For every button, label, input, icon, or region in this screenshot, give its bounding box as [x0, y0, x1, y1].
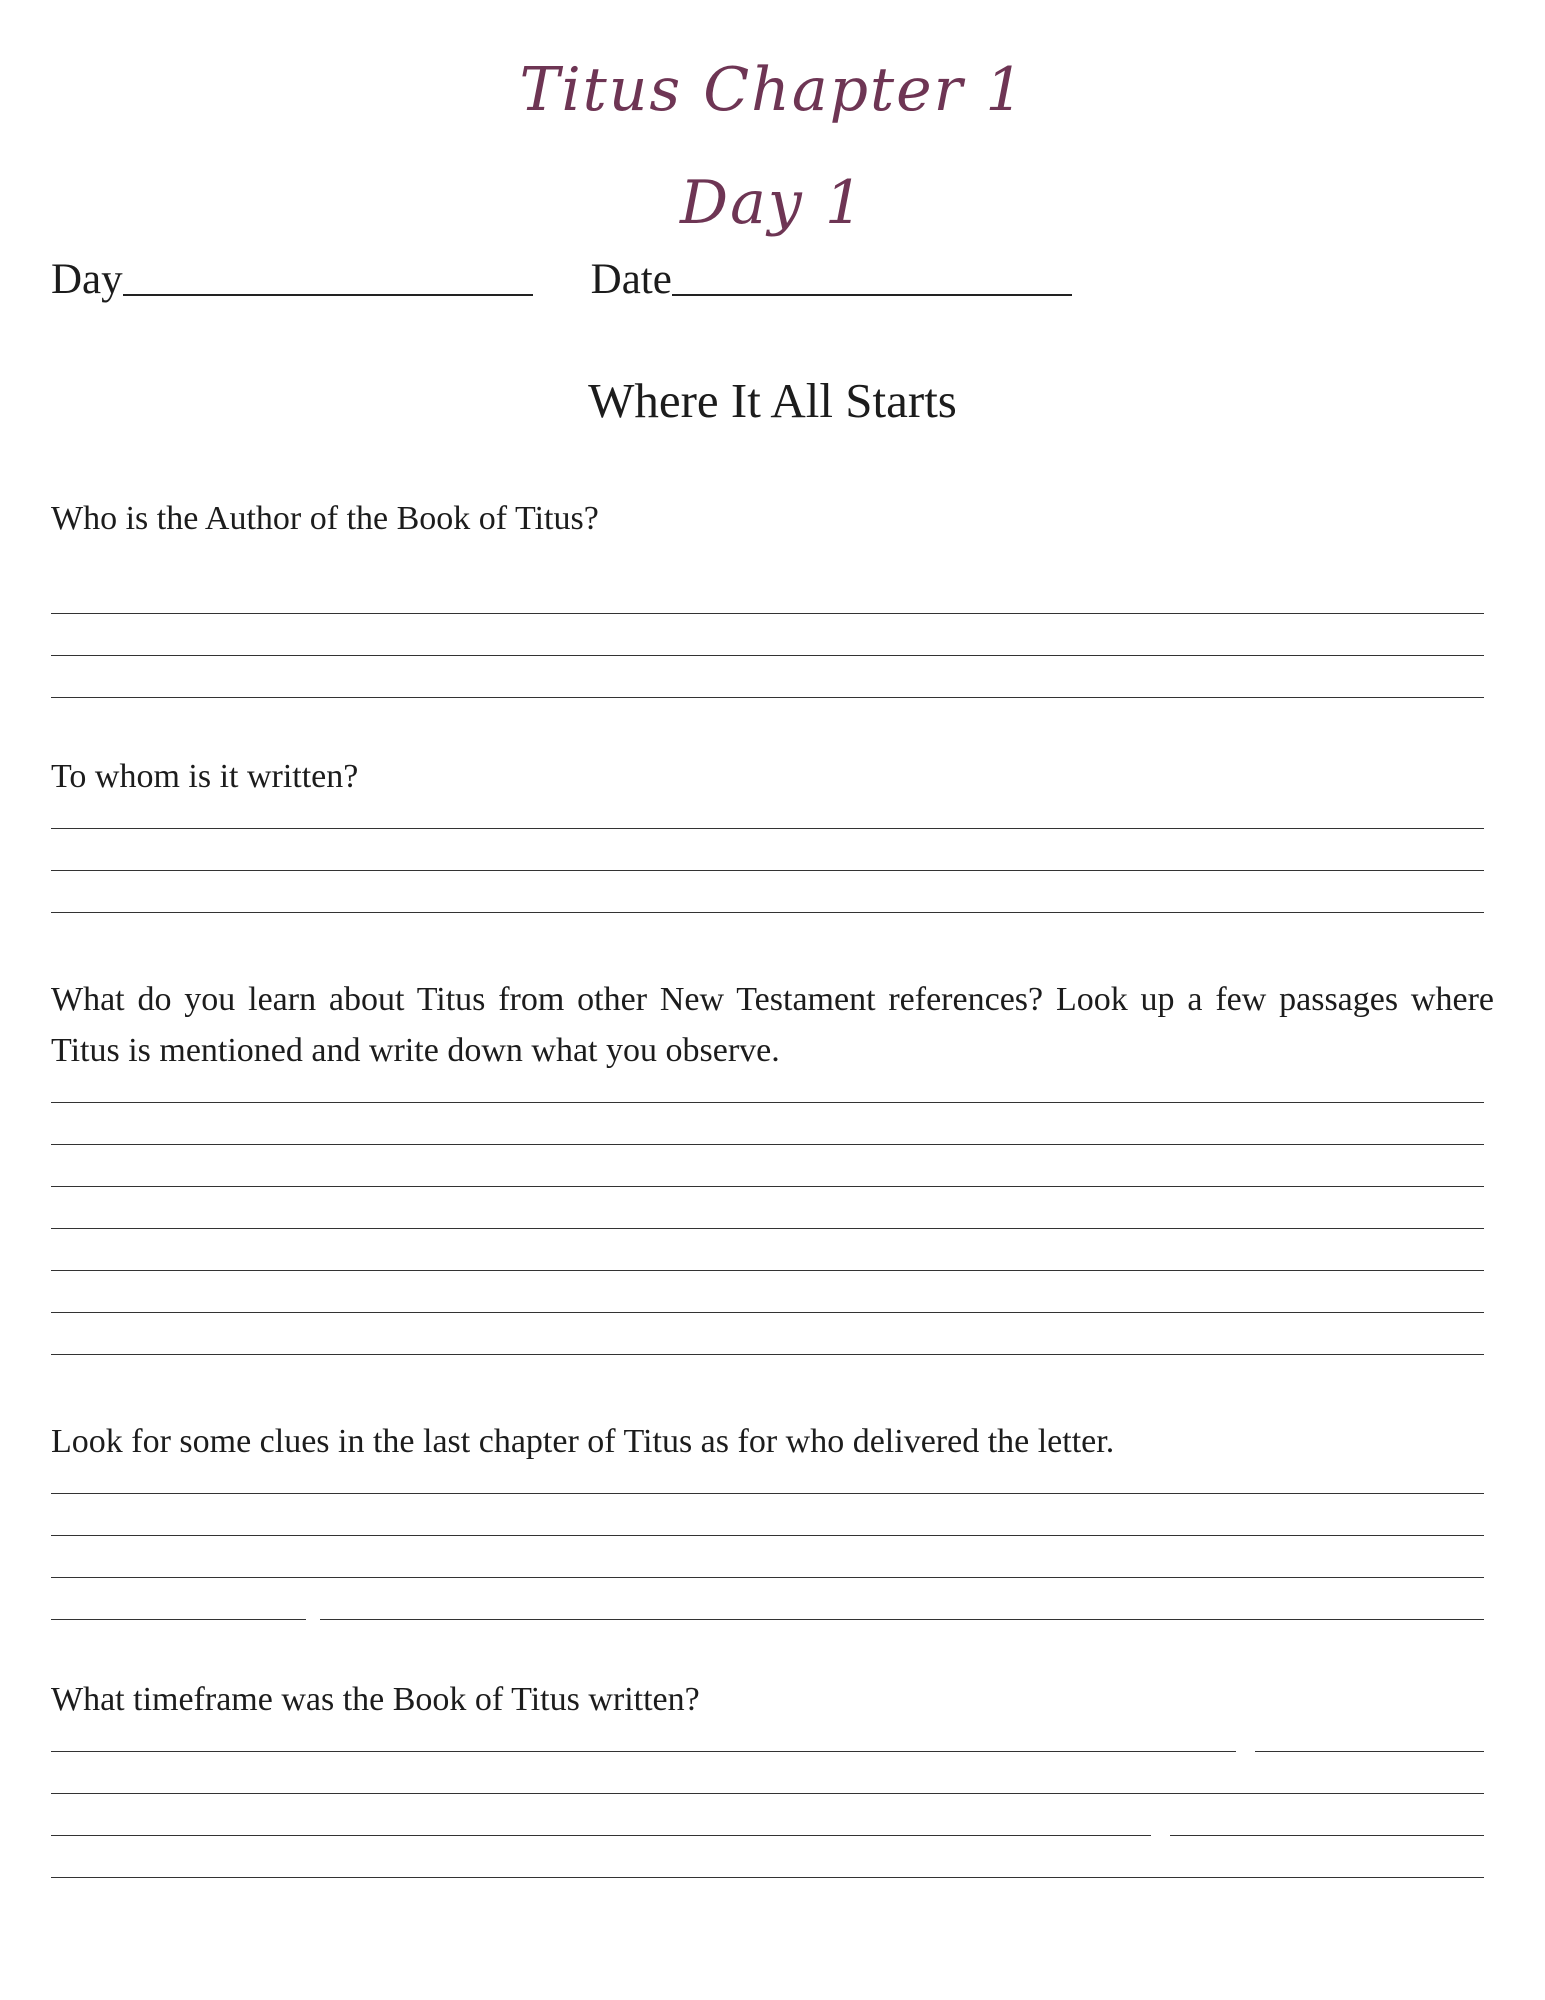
answer-line[interactable] [51, 1835, 1151, 1836]
answer-line[interactable] [51, 870, 1484, 871]
answer-line[interactable] [51, 1619, 306, 1620]
answer-line[interactable] [51, 697, 1484, 698]
answer-line[interactable] [1170, 1835, 1484, 1836]
answer-line[interactable] [51, 1751, 1236, 1752]
answer-line[interactable] [320, 1619, 1484, 1620]
answer-line[interactable] [51, 613, 1484, 614]
answer-line[interactable] [51, 1793, 1484, 1794]
answer-line[interactable] [51, 828, 1484, 829]
answer-line[interactable] [51, 1354, 1484, 1355]
question-nt-references: What do you learn about Titus from other New Testament references? Look up a few passages where Titus is mentioned and write down what you observe. [51, 981, 1494, 1069]
answer-line[interactable] [51, 1144, 1484, 1145]
answer-line[interactable] [51, 655, 1484, 656]
answer-line[interactable] [1255, 1751, 1484, 1752]
title-day: Day 1 [679, 168, 866, 238]
answer-line[interactable] [51, 1493, 1484, 1494]
question-timeframe: What timeframe was the Book of Titus written? [51, 1681, 700, 1718]
date-label: Date [590, 256, 672, 303]
answer-line[interactable] [51, 912, 1484, 913]
date-field[interactable] [672, 254, 1072, 296]
answer-line[interactable] [51, 1186, 1484, 1187]
day-date-row [51, 254, 1072, 304]
answer-line[interactable] [51, 1312, 1484, 1313]
answer-line[interactable] [51, 1577, 1484, 1578]
question-recipient: To whom is it written? [51, 758, 359, 795]
question-delivery: Look for some clues in the last chapter of Titus as for who delivered the letter. [51, 1423, 1115, 1460]
day-field[interactable] [123, 254, 533, 296]
answer-line[interactable] [51, 1535, 1484, 1536]
answer-line[interactable] [51, 1102, 1484, 1103]
answer-line[interactable] [51, 1877, 1484, 1878]
day-label: Day [51, 256, 123, 303]
question-author: Who is the Author of the Book of Titus? [51, 500, 599, 537]
answer-line[interactable] [51, 1270, 1484, 1271]
answer-line[interactable] [51, 1228, 1484, 1229]
title-chapter: Titus Chapter 1 [519, 55, 1026, 125]
section-title: Where It All Starts [588, 373, 957, 428]
